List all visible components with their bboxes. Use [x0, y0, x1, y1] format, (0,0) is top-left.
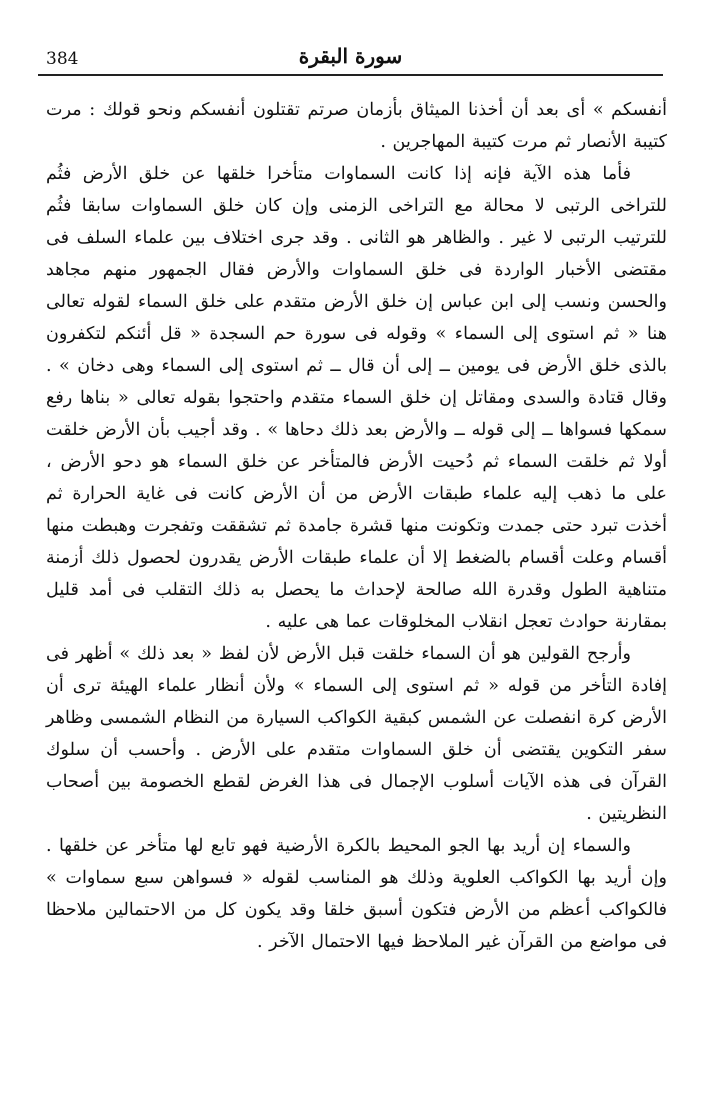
paragraph: والسماء إن أريد بها الجو المحيط بالكرة الأرضية فهو تابع لها متأخر عن خلقها . وإن أريد بها الكواكب العلوية وذلك هو المناسب لقوله « فسواهن سبع سماوات » فالكواكب أعظم من الأرض فتكون أسبق خلقا وقد يكون كل من الاحتمالين ملاحظا فى مواضع من القرآن غير الملاحظ فيها الاحتمال الآخر . — [46, 836, 667, 952]
page-header — [38, 40, 663, 76]
page-number: 384 — [46, 49, 79, 69]
paragraph: وأرجح القولين هو أن السماء خلقت قبل الأرض لأن لفظ « بعد ذلك » أظهر فى إفادة التأخر من قوله « ثم استوى إلى السماء » ولأن أنظار علماء الهيئة ترى أن الأرض كرة انفصلت عن الشمس كبقية الكواكب السيارة من النظام الشمسى وظاهر سفر التكوين يقتضى أن خلق السماوات متقدم على الأرض . وأحسب أن سلوك القرآن فى هذه الآيات أسلوب الإجمال فى هذا الغرض لقطع الخصومة بين أصحاب النظريتين . — [46, 644, 667, 824]
body-text — [46, 94, 667, 958]
paragraph: أنفسكم » أى بعد أن أخذنا الميثاق بأزمان صرتم تقتلون أنفسكم ونحو قولك : مرت كتيبة الأنصار ثم مرت كتيبة المهاجرين . — [46, 100, 667, 152]
surah-title: سورة البقرة — [298, 44, 403, 68]
paragraph: فأما هذه الآية فإنه إذا كانت السماوات متأخرا خلقها عن خلق الأرض فثُم للتراخى الرتبى لا محالة مع التراخى الزمنى وإن كان خلق السماوات سابقا فثُم للترتيب الرتبى لا غير . والظاهر هو الثانى . وقد جرى اختلاف بين علماء السلف فى مقتضى الأخبار الواردة فى خلق السماوات والأرض فقال الجمهور منهم مجاهد والحسن ونسب إلى ابن عباس إن خلق الأرض متقدم على خلق السماء لقوله تعالى هنا « ثم استوى إلى السماء » وقوله فى سورة حم السجدة « قل أئنكم لتكفرون بالذى خلق الأرض فى يومين ــ إلى أن قال ــ ثم استوى إلى السماء وهى دخان » . وقال قتادة والسدى ومقاتل إن خلق السماء متقدم واحتجوا بقوله تعالى « بناها رفع سمكها فسواها ــ إلى قوله ــ والأرض بعد ذلك دحاها » . وقد أجيب بأن الأرض خلقت أولا ثم خلقت السماء ثم دُحيت الأرض فالمتأخر عن خلق السماء هو دحو الأرض ، على ما ذهب إليه علماء طبقات الأرض من أن الأرض كانت فى غاية الحرارة ثم أخذت تبرد حتى جمدت وتكونت منها قشرة جامدة ثم تشققت وتفجرت وهبطت منها أقسام وعلت أقسام بالضغط إلا أن علماء طبقات الأرض يقدرون لحصول ذلك أزمنة متناهية الطول وقدرة الله صالحة لإحداث ما يحصل به ذلك التقلب فى أمد قليل بمقارنة حوادث تعجل انقلاب المخلوقات عما هى عليه . — [46, 164, 667, 632]
